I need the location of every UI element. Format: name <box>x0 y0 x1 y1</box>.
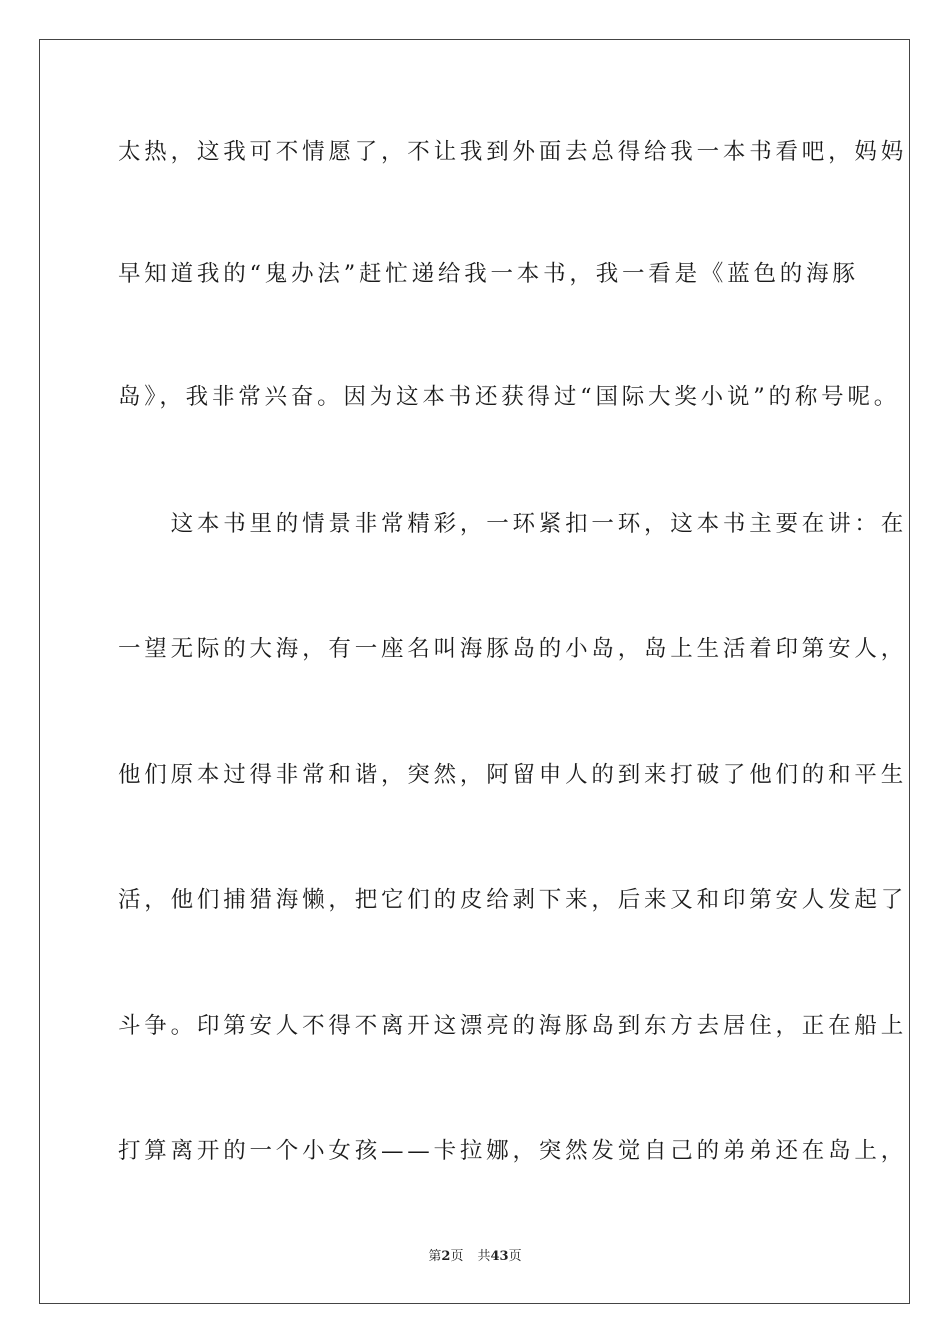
page-border <box>39 39 910 1304</box>
total-suffix: 页 <box>508 1249 522 1264</box>
page-number: 2 <box>441 1249 451 1264</box>
total-prefix: 共 <box>477 1249 491 1264</box>
page-suffix: 页 <box>450 1249 464 1264</box>
page-prefix: 第 <box>428 1249 442 1264</box>
text-line-9: 打算离开的一个小女孩——卡拉娜，突然发觉自己的弟弟还在岛上， <box>118 1138 908 1164</box>
page-footer <box>0 1248 950 1266</box>
text-line-7: 活，他们捕猎海懒，把它们的皮给剥下来，后来又和印第安人发起了 <box>118 887 908 913</box>
text-line-5: 一望无际的大海，有一座名叫海豚岛的小岛，岛上生活着印第安人， <box>118 636 908 662</box>
text-line-4: 这本书里的情景非常精彩，一环紧扣一环，这本书主要在讲：在 <box>118 511 908 537</box>
text-line-6: 他们原本过得非常和谐，突然，阿留申人的到来打破了他们的和平生 <box>118 762 908 788</box>
text-line-2: 早知道我的“鬼办法”赶忙递给我一本书，我一看是《蓝色的海豚 <box>118 261 859 287</box>
text-line-3: 岛》，我非常兴奋。因为这本书还获得过“国际大奖小说”的称号呢。 <box>118 384 901 410</box>
text-line-8: 斗争。印第安人不得不离开这漂亮的海豚岛到东方去居住，正在船上 <box>118 1013 908 1039</box>
total-pages: 43 <box>490 1249 509 1264</box>
text-line-1: 太热，这我可不情愿了，不让我到外面去总得给我一本书看吧，妈妈 <box>118 139 908 165</box>
